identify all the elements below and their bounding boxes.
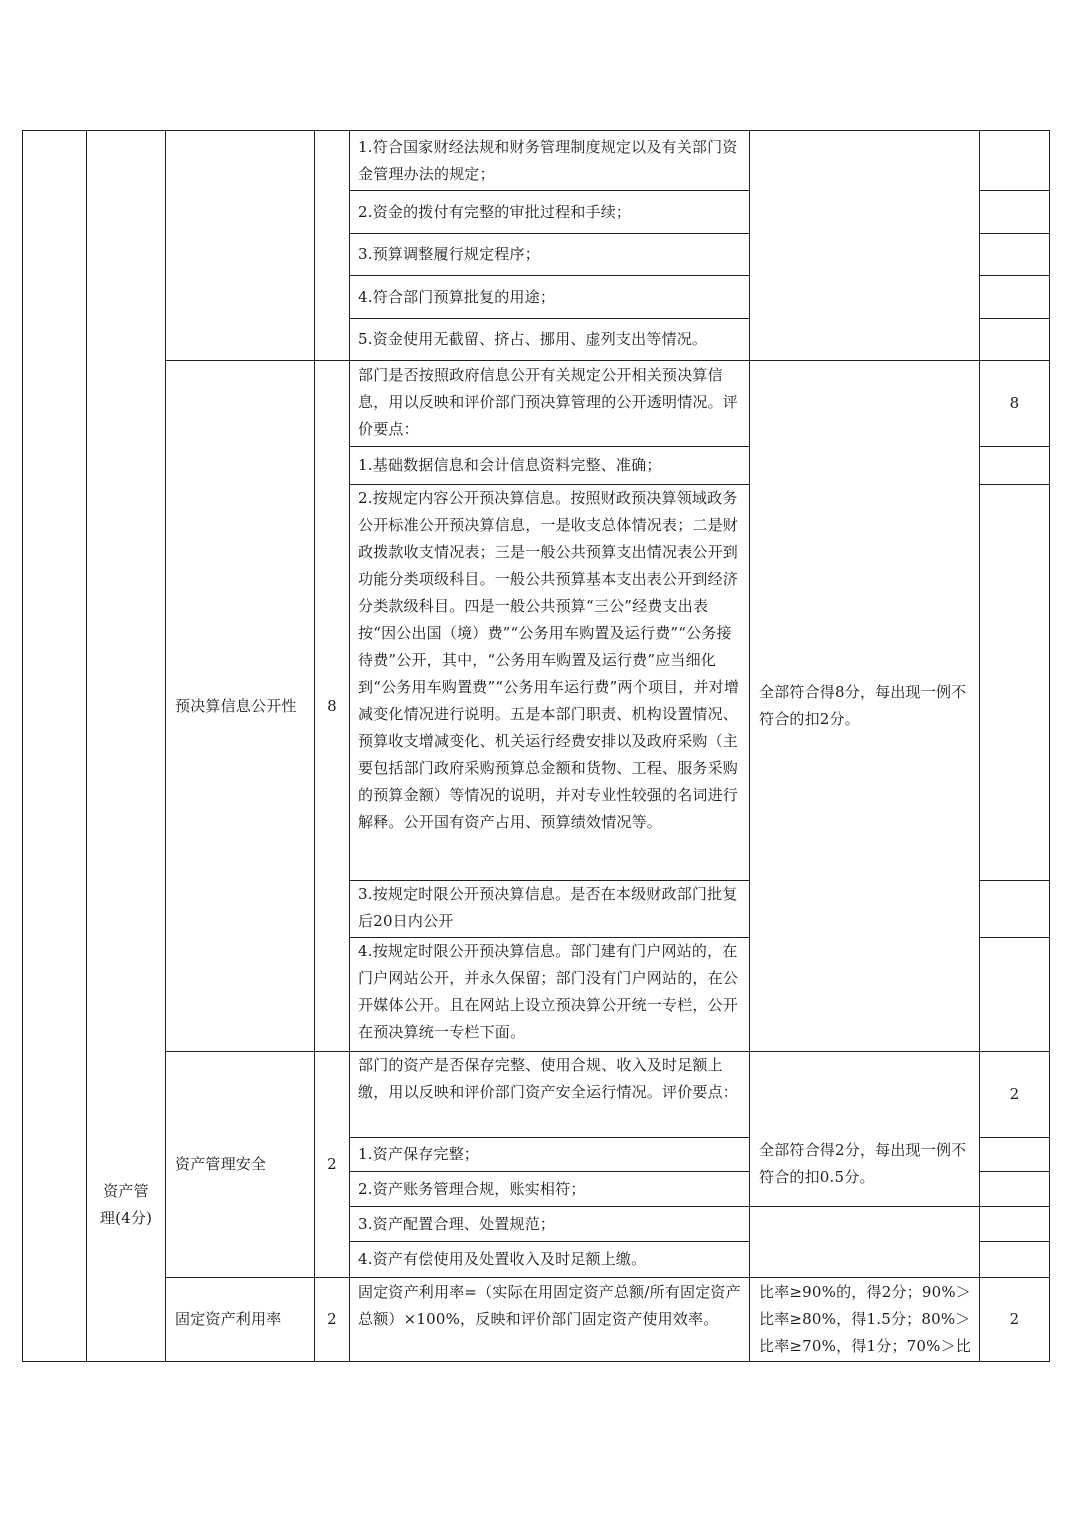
- compliance-item: 5.资金使用无截留、挤占、挪用、虚列支出等情况。: [358, 330, 708, 348]
- row-divider: [749, 1206, 979, 1207]
- scoring-rule: 比率≥90%的，得2分；90%＞比率≥80%，得1.5分；80%＞比率≥70%，得1分；70%＞比: [759, 1283, 971, 1355]
- category-name: 资产管理(4分): [99, 1182, 153, 1227]
- evaluation-point: 1.资产保存完整；: [358, 1145, 480, 1163]
- row-divider: [979, 1241, 1050, 1242]
- evaluation-point: 3.资产配置合理、处置规范；: [358, 1214, 556, 1233]
- score-value: 2: [1009, 1085, 1020, 1103]
- row-divider: [979, 1171, 1050, 1172]
- evaluation-point: 2.按规定内容公开预决算信息。按照财政预决算领域政务公开标准公开预决算信息，一是收支总体情况表；二是财政拨款收支情况表；三是一般公共预算支出情况表公开到功能分类项级科目。一般公共预算基本支出表公开到经济分类款级科目。四是一般公共预算“三公”经费支出表按“因公出国（境）费”“公务用车购置及运行费”“公务接待费”公开，其中，“公务用车购置及运行费”应当细化到“公务用车购置费”“公务用车运行费”两个项目，并对增减变化情况进行说明。五是本部门职责、机构设置情况、预算收支增减变化、机关运行经费安排以及政府采购（主要包括部门政府采购预算总金额和货物、工程、服务采购的预算金额）等情况的说明，并对专业性较强的名词进行解释。公开国有资产占用、预算绩效情况等。: [358, 489, 740, 831]
- evaluation-point: 1.基础数据信息和会计信息资料完整、准确；: [358, 456, 662, 474]
- table-right-border: [1049, 130, 1050, 1362]
- indicator-name: 固定资产利用率: [175, 1310, 282, 1328]
- compliance-item: 1.符合国家财经法规和财务管理制度规定以及有关部门资金管理办法的规定；: [358, 137, 738, 183]
- row-divider: [979, 1137, 1050, 1138]
- table-bottom-border: [22, 1361, 1050, 1362]
- evaluation-point: 4.资产有偿使用及处置收入及时足额上缴。: [358, 1250, 647, 1268]
- score-value: 8: [1009, 394, 1020, 412]
- compliance-item: 4.符合部门预算批复的用途；: [358, 287, 556, 306]
- col-divider: [979, 130, 980, 1362]
- row-divider: [979, 233, 1050, 234]
- indicator-weight: 2: [327, 1155, 337, 1173]
- row-divider: [979, 880, 1050, 881]
- row-divider: [979, 446, 1050, 447]
- evaluation-point: 4.按规定时限公开预决算信息。部门建有门户网站的，在门户网站公开，并永久保留；部门没有门户网站的，在公开媒体公开。且在网站上设立预决算公开统一专栏，公开在预决算统一专栏下面。: [358, 942, 739, 1041]
- indicator-description: 部门的资产是否保存完整、使用合规、收入及时足额上缴，用以反映和评价部门资产安全运行情况。评价要点：: [358, 1056, 739, 1101]
- indicator-weight: 8: [327, 696, 337, 715]
- row-divider: [979, 1206, 1050, 1207]
- row-divider: [979, 937, 1050, 938]
- evaluation-point: 2.资产账务管理合规，账实相符；: [358, 1179, 586, 1198]
- compliance-item: 2.资金的拨付有完整的审批过程和手续；: [358, 202, 632, 221]
- col-divider: [349, 130, 350, 1362]
- score-value: 2: [1009, 1310, 1020, 1328]
- col-divider: [165, 130, 166, 1362]
- row-divider: [979, 275, 1050, 276]
- row-divider: [979, 190, 1050, 191]
- indicator-name: 资产管理安全: [175, 1155, 267, 1173]
- row-divider: [979, 318, 1050, 319]
- row-divider: [979, 484, 1050, 485]
- table-left-border: [22, 130, 23, 1362]
- indicator-weight: 2: [327, 1310, 337, 1328]
- col-divider: [749, 130, 750, 1362]
- scoring-rule: 全部符合得8分，每出现一例不符合的扣2分。: [759, 683, 967, 728]
- scoring-rule: 全部符合得2分，每出现一例不符合的扣0.5分。: [759, 1141, 967, 1186]
- indicator-name: 预决算信息公开性: [175, 696, 297, 715]
- evaluation-point: 3.按规定时限公开预决算信息。是否在本级财政部门批复后20日内公开: [358, 885, 738, 930]
- indicator-description: 固定资产利用率=（实际在用固定资产总额/所有固定资产总额）×100%，反映和评价部门固定资产使用效率。: [358, 1283, 741, 1328]
- compliance-item: 3.预算调整履行规定程序；: [358, 245, 540, 263]
- indicator-description: 部门是否按照政府信息公开有关规定公开相关预决算信息，用以反映和评价部门预决算管理的公开透明情况。评价要点：: [358, 366, 739, 438]
